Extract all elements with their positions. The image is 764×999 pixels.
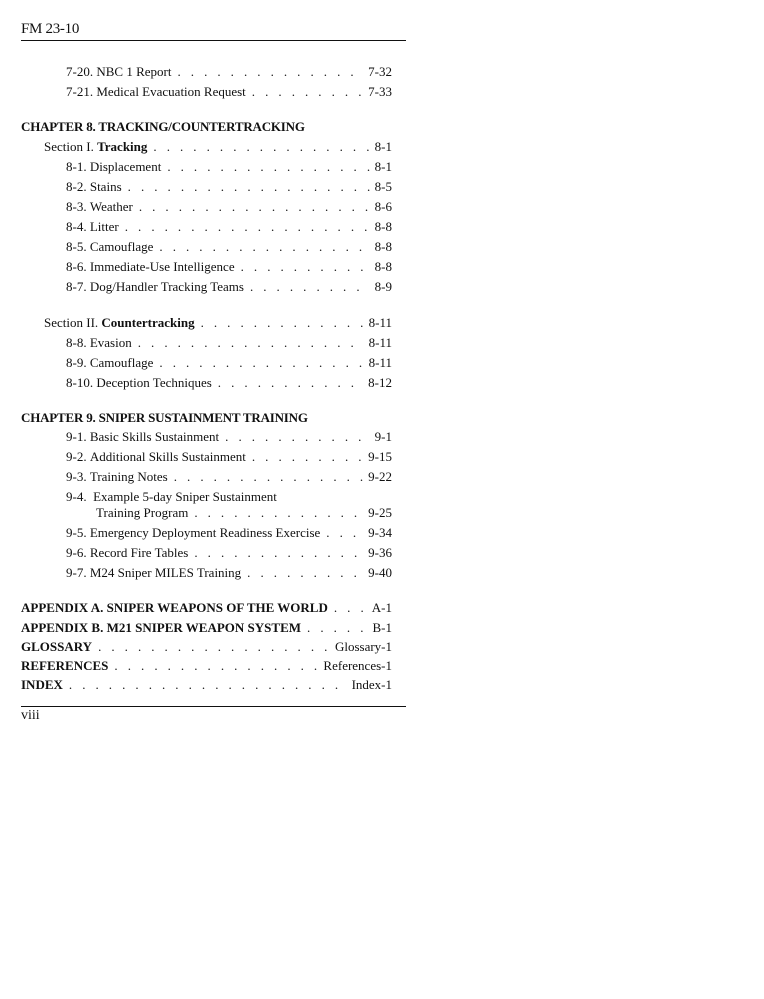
toc-entry-8-2 (66, 179, 392, 199)
toc-entry-9-4-line1 (66, 489, 277, 505)
entry-page: 9-25 (368, 505, 392, 520)
entry-label: Camouflage (89, 355, 154, 370)
entry-number: 9-2. (66, 449, 87, 464)
entry-number: 9-6. (66, 545, 87, 560)
entry-page: 9-15 (368, 449, 392, 464)
document-title: FM 23-10 (21, 21, 80, 37)
entry-page: References-1 (323, 658, 392, 673)
entry-page: 8-11 (368, 335, 392, 350)
section-title: Countertracking (101, 315, 195, 330)
entry-number: 9-5. (66, 525, 87, 540)
toc-entry-8-1 (66, 159, 392, 179)
entry-label: Training Program (96, 505, 189, 520)
entry-label: Immediate-Use Intelligence (89, 259, 235, 274)
entry-page: 8-8 (374, 259, 392, 274)
toc-entry-8-9 (66, 355, 392, 375)
section-prefix: Section II. (44, 315, 99, 330)
entry-label: Emergency Deployment Readiness Exercise (89, 525, 321, 540)
entry-label: Stains (89, 179, 122, 194)
entry-label: Weather (89, 199, 133, 214)
entry-page: 8-5 (374, 179, 392, 194)
toc-section-8-1 (44, 139, 392, 159)
entry-label: APPENDIX B. M21 SNIPER WEAPON SYSTEM (21, 620, 302, 635)
dot-leader (225, 429, 370, 445)
entry-label: REFERENCES (21, 658, 109, 673)
dot-leader (252, 449, 363, 465)
section-title: Tracking (97, 139, 148, 154)
entry-number: 9-4. (66, 489, 87, 504)
dot-leader (194, 505, 363, 521)
dot-leader (153, 139, 369, 155)
toc-entry-9-1 (66, 429, 392, 449)
entry-page: 8-8 (374, 219, 392, 234)
toc-entry-8-3 (66, 199, 392, 219)
dot-leader (98, 639, 330, 655)
dot-leader (139, 199, 370, 215)
toc-entry-7-21 (66, 84, 392, 104)
entry-number: 8-10. (66, 375, 94, 390)
dot-leader (128, 179, 370, 195)
entry-number: 7-21. (66, 84, 94, 99)
toc-entry-9-2 (66, 449, 392, 469)
entry-page: A-1 (371, 600, 392, 615)
entry-number: 8-1. (66, 159, 87, 174)
entry-number: 7-20. (66, 64, 94, 79)
entry-number: 8-3. (66, 199, 87, 214)
entry-label: Basic Skills Sustainment (89, 429, 220, 444)
entry-label: Dog/Handler Tracking Teams (89, 279, 244, 294)
section-prefix: Section I. (44, 139, 94, 154)
page-footer (21, 706, 406, 723)
toc-references (21, 658, 392, 678)
entry-label: INDEX (21, 677, 63, 692)
toc-entry-9-5 (66, 525, 392, 545)
entry-page: 9-40 (368, 565, 392, 580)
entry-number: 9-1. (66, 429, 87, 444)
entry-number: 8-6. (66, 259, 87, 274)
dot-leader (247, 565, 363, 581)
toc-index (21, 677, 392, 697)
entry-label: Evasion (89, 335, 132, 350)
entry-label: NBC 1 Report (96, 64, 172, 79)
toc-entry-8-5 (66, 239, 392, 259)
dot-leader (201, 315, 364, 331)
entry-label: Record Fire Tables (89, 545, 189, 560)
entry-number: 8-7. (66, 279, 87, 294)
dot-leader (307, 620, 367, 636)
dot-leader (334, 600, 367, 616)
entry-number: 9-3. (66, 469, 87, 484)
toc-entry-9-6 (66, 545, 392, 565)
entry-page: 8-6 (374, 199, 392, 214)
entry-page: Index-1 (351, 677, 392, 692)
entry-number: 8-9. (66, 355, 87, 370)
entry-page: 8-1 (374, 159, 392, 174)
dot-leader (218, 375, 363, 391)
entry-page: 8-11 (368, 355, 392, 370)
dot-leader (167, 159, 369, 175)
dot-leader (177, 64, 363, 80)
entry-page: Glossary-1 (334, 639, 392, 654)
entry-page: 8-12 (368, 375, 392, 390)
entry-page: 8-8 (374, 239, 392, 254)
entry-label: Medical Evacuation Request (96, 84, 246, 99)
entry-number: 8-8. (66, 335, 87, 350)
chapter-8-heading: CHAPTER 8. TRACKING/COUNTERTRACKING (21, 119, 305, 134)
dot-leader (125, 219, 370, 235)
entry-label: Deception Techniques (96, 375, 212, 390)
page-number: viii (21, 708, 40, 723)
page-header (21, 20, 406, 41)
entry-number: 8-2. (66, 179, 87, 194)
entry-page: 9-34 (368, 525, 392, 540)
entry-number: 8-5. (66, 239, 87, 254)
toc-entry-8-6 (66, 259, 392, 279)
dot-leader (194, 545, 363, 561)
dot-leader (241, 259, 370, 275)
entry-label: Example 5-day Sniper Sustainment (93, 489, 277, 504)
entry-page: 9-36 (368, 545, 392, 560)
toc-section-8-2 (44, 315, 392, 335)
toc-entry-8-8 (66, 335, 392, 355)
toc-entry-9-4-line2 (96, 505, 392, 525)
dot-leader (114, 658, 318, 674)
entry-page: B-1 (372, 620, 392, 635)
entry-page: 7-33 (368, 84, 392, 99)
dot-leader (138, 335, 364, 351)
entry-label: M24 Sniper MILES Training (89, 565, 242, 580)
entry-label: GLOSSARY (21, 639, 93, 654)
dot-leader (174, 469, 363, 485)
entry-page: 8-9 (374, 279, 392, 294)
entry-label: Camouflage (89, 239, 154, 254)
toc-entry-8-4 (66, 219, 392, 239)
entry-label: Displacement (89, 159, 162, 174)
dot-leader (252, 84, 363, 100)
toc-glossary (21, 639, 392, 659)
toc-appendix-b (21, 620, 392, 640)
entry-label: Additional Skills Sustainment (89, 449, 246, 464)
entry-label: Litter (89, 219, 119, 234)
entry-label: Training Notes (89, 469, 168, 484)
entry-page: 8-1 (374, 139, 392, 154)
entry-page: 7-32 (368, 64, 392, 79)
toc-entry-8-7 (66, 279, 392, 299)
dot-leader (69, 677, 347, 693)
toc-entry-7-20 (66, 64, 392, 84)
toc-appendix-a (21, 600, 392, 620)
entry-page: 9-1 (374, 429, 392, 444)
dot-leader (326, 525, 363, 541)
toc-entry-9-3 (66, 469, 392, 489)
dot-leader (250, 279, 370, 295)
toc-entry-8-10 (66, 375, 392, 395)
entry-page: 9-22 (368, 469, 392, 484)
entry-page: 8-11 (368, 315, 392, 330)
entry-label: APPENDIX A. SNIPER WEAPONS OF THE WORLD (21, 600, 328, 615)
entry-number: 8-4. (66, 219, 87, 234)
dot-leader (159, 239, 369, 255)
chapter-9-heading: CHAPTER 9. SNIPER SUSTAINMENT TRAINING (21, 410, 308, 425)
entry-number: 9-7. (66, 565, 87, 580)
dot-leader (159, 355, 363, 371)
toc-entry-9-7 (66, 565, 392, 585)
